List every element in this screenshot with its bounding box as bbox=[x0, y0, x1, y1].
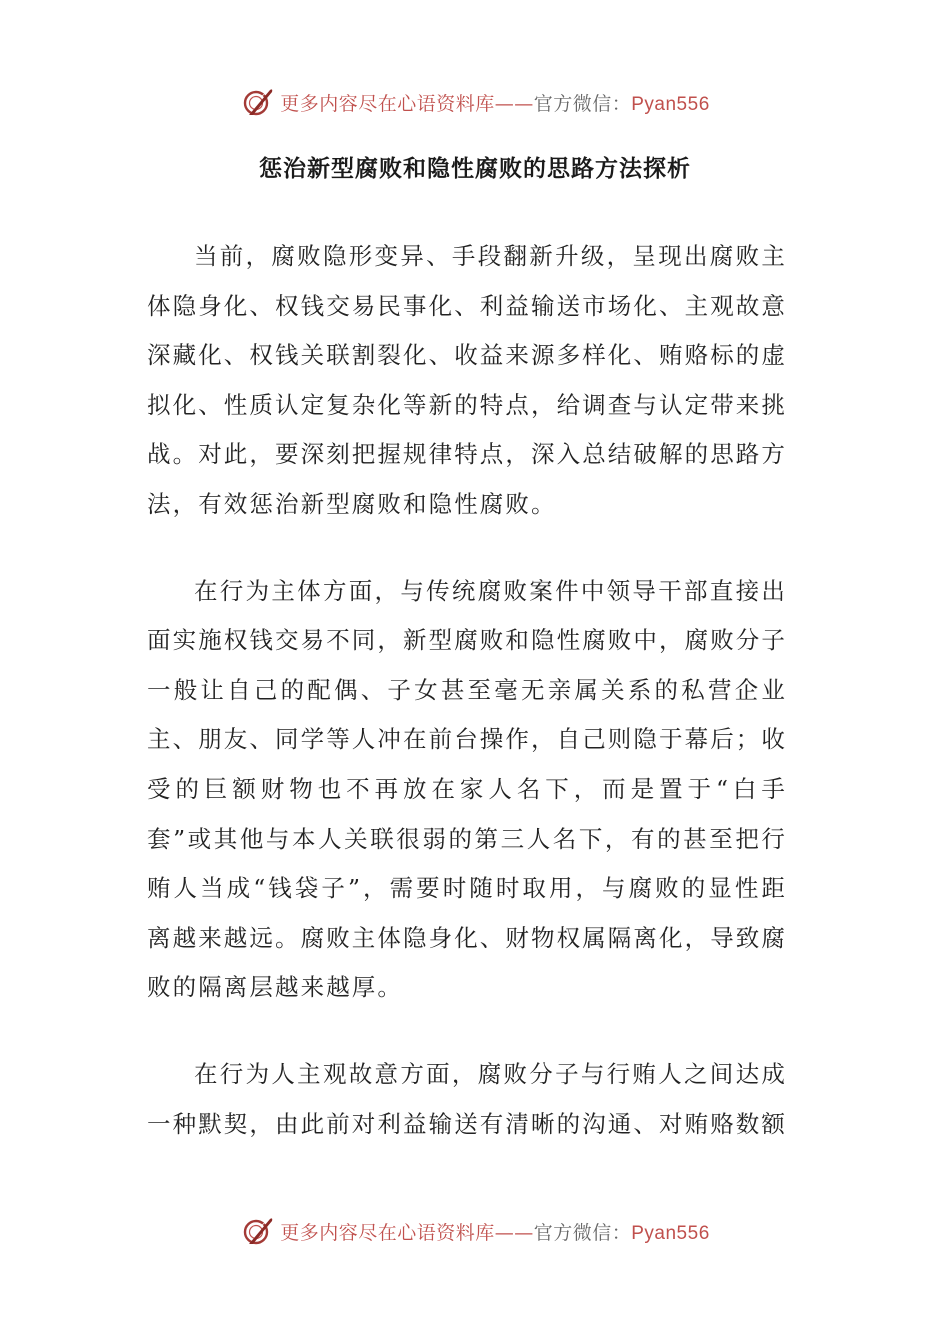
footer-banner bbox=[0, 1211, 950, 1251]
banner-dash: —— bbox=[494, 92, 534, 115]
banner-site-text: 更多内容尽在心语资料库 bbox=[280, 92, 495, 115]
banner-site-text: 更多内容尽在心语资料库 bbox=[280, 1221, 495, 1244]
document-title: 惩治新型腐败和隐性腐败的思路方法探析 bbox=[259, 156, 691, 182]
paragraph-3: 在行为人主观故意方面，腐败分子与行贿人之间达成一种默契，由此前对利益输送有清晰的沟通、对贿赂数额 bbox=[147, 1059, 787, 1138]
banner-text bbox=[280, 1218, 710, 1245]
banner-wechat-id: Pyan556 bbox=[631, 1222, 710, 1244]
banner-wechat-id: Pyan556 bbox=[631, 93, 710, 115]
banner-wechat-label: 官方微信： bbox=[533, 1221, 632, 1244]
banner-dash: —— bbox=[494, 1221, 534, 1244]
banner-wechat-label: 官方微信： bbox=[533, 92, 632, 115]
header-banner bbox=[0, 82, 950, 122]
paragraph-2: 在行为主体方面，与传统腐败案件中领导干部直接出面实施权钱交易不同，新型腐败和隐性腐败中，腐败分子一般让自己的配偶、子女甚至毫无亲属关系的私营企业主、朋友、同学等人冲在前台操作，自己则隐于幕后；收受的巨额财物也不再放在家人名下，而是置于“白手套”或其他与本人关联很弱的第三人名下，有的甚至把行贿人当成“钱袋子”，需要时随时取用，与腐败的显性距离越来越远。腐败主体隐身化、财物权属隔离化，导致腐败的隔离层越来越厚。 bbox=[147, 576, 787, 1002]
quill-pen-logo-icon bbox=[240, 1213, 276, 1249]
quill-pen-logo-icon bbox=[240, 84, 276, 120]
document-body bbox=[147, 232, 787, 1186]
paragraph-1: 当前，腐败隐形变异、手段翻新升级，呈现出腐败主体隐身化、权钱交易民事化、利益输送市场化、主观故意深藏化、权钱关联割裂化、收益来源多样化、贿赂标的虚拟化、性质认定复杂化等新的特点，给调查与认定带来挑战。对此，要深刻把握规律特点，深入总结破解的思路方法，有效惩治新型腐败和隐性腐败。 bbox=[147, 242, 787, 518]
banner-text bbox=[280, 89, 710, 116]
